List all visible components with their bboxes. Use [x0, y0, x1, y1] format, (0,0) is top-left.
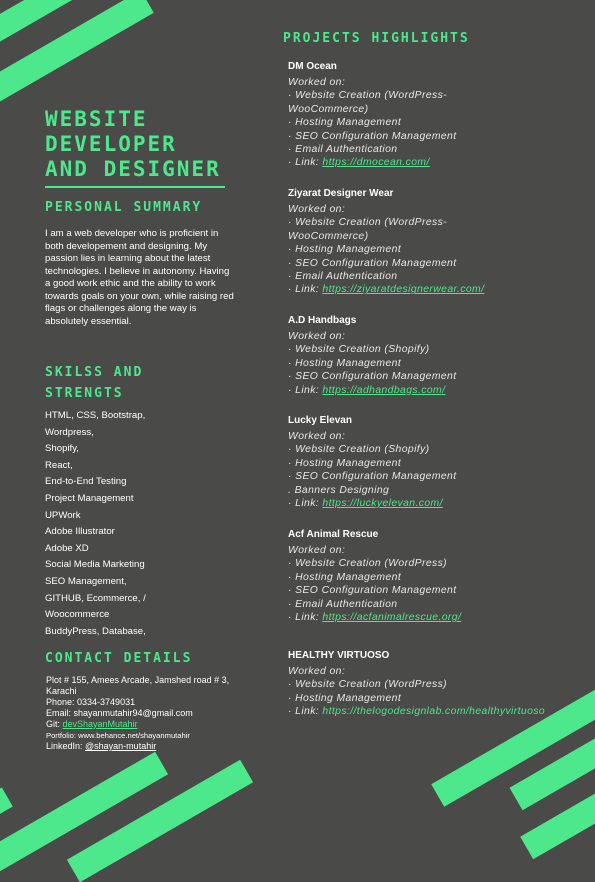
contact-phone: Phone: 0334-3749031	[46, 697, 136, 707]
project-link-row	[288, 705, 588, 718]
project-item	[288, 528, 588, 624]
skill-item: UPWork	[45, 509, 81, 521]
project-link-label: · Link:	[288, 706, 323, 718]
skill-item: BuddyPress, Database,	[45, 625, 146, 637]
contact-linkedin	[46, 741, 236, 752]
project-worked-on-label: Worked on:	[288, 77, 346, 88]
project-task: · SEO Configuration Management	[288, 585, 457, 597]
project-link[interactable]: https://thelogodesignlab.com/healthyvirtuoso	[322, 706, 546, 718]
project-task: · Website Creation (WordPress-WooCommerce)	[288, 90, 448, 115]
project-name: Acf Animal Rescue	[288, 529, 379, 540]
skill-item: Social Media Marketing	[45, 559, 145, 571]
project-task: · Website Creation (WordPress)	[288, 558, 448, 570]
project-task: · Website Creation (WordPress)	[288, 679, 448, 691]
skill-item: Adobe Illustrator	[45, 526, 115, 538]
project-link-row	[288, 156, 588, 169]
personal-summary-heading: PERSONAL SUMMARY	[45, 200, 203, 215]
project-task: · Hosting Management	[288, 357, 402, 369]
project-task: . Banners Designing	[288, 484, 390, 496]
project-name: A.D Handbags	[288, 315, 357, 326]
project-link-row	[288, 283, 588, 296]
project-worked-on-label: Worked on:	[288, 666, 346, 677]
contact-git-label: Git:	[46, 719, 63, 729]
project-task: · Hosting Management	[288, 244, 402, 256]
contact-linkedin-label: LinkedIn:	[46, 741, 86, 751]
project-task: · SEO Configuration Management	[288, 257, 457, 269]
project-link-label: · Link:	[288, 157, 323, 169]
project-name: HEALTHY VIRTUOSO	[288, 650, 390, 661]
project-link[interactable]: https://luckyelevan.com/	[322, 498, 443, 510]
project-link-row	[288, 611, 588, 624]
project-worked-on-label: Worked on:	[288, 331, 346, 342]
skill-item: GITHUB, Ecommerce, /	[45, 592, 146, 604]
project-link-row	[288, 384, 588, 397]
project-link-label: · Link:	[288, 284, 323, 296]
contact-details	[46, 675, 236, 752]
project-task: · SEO Configuration Management	[288, 371, 457, 383]
skills-heading: SKILSS AND STRENGTS	[45, 365, 144, 401]
project-item	[288, 314, 588, 397]
project-item	[288, 649, 588, 719]
project-link[interactable]: https://dmocean.com/	[322, 157, 430, 169]
project-name: DM Ocean	[288, 61, 337, 72]
project-task: · SEO Configuration Management	[288, 130, 457, 142]
project-worked-on-label: Worked on:	[288, 431, 346, 442]
project-task: · Email Authentication	[288, 144, 398, 156]
project-link[interactable]: https://adhandbags.com/	[322, 384, 446, 396]
project-task: · Email Authentication	[288, 271, 398, 283]
project-name: Ziyarat Designer Wear	[288, 188, 394, 199]
project-task: · Website Creation (Shopify)	[288, 344, 430, 356]
project-item	[288, 414, 588, 510]
contact-email: Email: shayanmutahir94@gmail.com	[46, 708, 193, 718]
project-link[interactable]: https://ziyaratdesignerwear.com/	[322, 284, 485, 296]
skill-item: HTML, CSS, Bootstrap,	[45, 410, 146, 421]
project-task: · Hosting Management	[288, 571, 402, 583]
project-task: · Website Creation (WordPress-WooCommerce)	[288, 217, 448, 242]
skill-item: End-to-End Testing	[45, 476, 127, 488]
contact-git	[46, 719, 236, 730]
resume-title: WEBSITE DEVELOPER AND DESIGNER	[45, 107, 225, 188]
project-item	[288, 60, 588, 170]
contact-linkedin-link[interactable]: @shayan-mutahir	[85, 741, 157, 751]
project-link[interactable]: https://acfanimalrescue.org/	[322, 612, 462, 624]
skill-item: Project Management	[45, 492, 134, 504]
skill-item: Wordpress,	[45, 426, 94, 438]
project-task: · Hosting Management	[288, 692, 402, 704]
skill-item: Adobe XD	[45, 542, 89, 554]
projects-heading: PROJECTS HIGHLIGHTS	[283, 31, 470, 46]
personal-summary-text: I am a web developer who is proficient in both developement and designing. My passion lies in learning about the latest technologies. I believe in autonomy. Having a good work ethic and the ability to work towards goals on your own, while raising red flags or challenges along the way is absolutely essential.	[45, 228, 234, 327]
skill-item: Shopify,	[45, 443, 79, 455]
skills-list	[45, 408, 235, 640]
project-item	[288, 187, 588, 297]
skill-item: SEO Management,	[45, 575, 127, 587]
contact-heading: CONTACT DETAILS	[45, 651, 193, 666]
project-task: · Hosting Management	[288, 457, 402, 469]
project-link-label: · Link:	[288, 612, 323, 624]
contact-git-link[interactable]: devShayanMutahir	[62, 719, 138, 729]
project-worked-on-label: Worked on:	[288, 204, 346, 215]
project-task: · Hosting Management	[288, 117, 402, 129]
project-task: · SEO Configuration Management	[288, 471, 457, 483]
skill-item: React,	[45, 459, 73, 471]
decorative-stripe	[0, 787, 13, 826]
project-task: · Website Creation (Shopify)	[288, 444, 430, 456]
contact-address: Plot # 155, Amees Arcade, Jamshed road # 3, Karachi	[46, 675, 230, 696]
project-name: Lucky Elevan	[288, 415, 352, 426]
project-task: · Email Authentication	[288, 598, 398, 610]
project-link-label: · Link:	[288, 498, 323, 510]
project-worked-on-label: Worked on:	[288, 545, 346, 556]
project-link-row	[288, 497, 588, 510]
contact-portfolio: Portfolio: www.behance.net/shayanmutahir	[46, 731, 190, 740]
skill-item: Woocommerce	[45, 609, 110, 621]
project-link-label: · Link:	[288, 384, 323, 396]
